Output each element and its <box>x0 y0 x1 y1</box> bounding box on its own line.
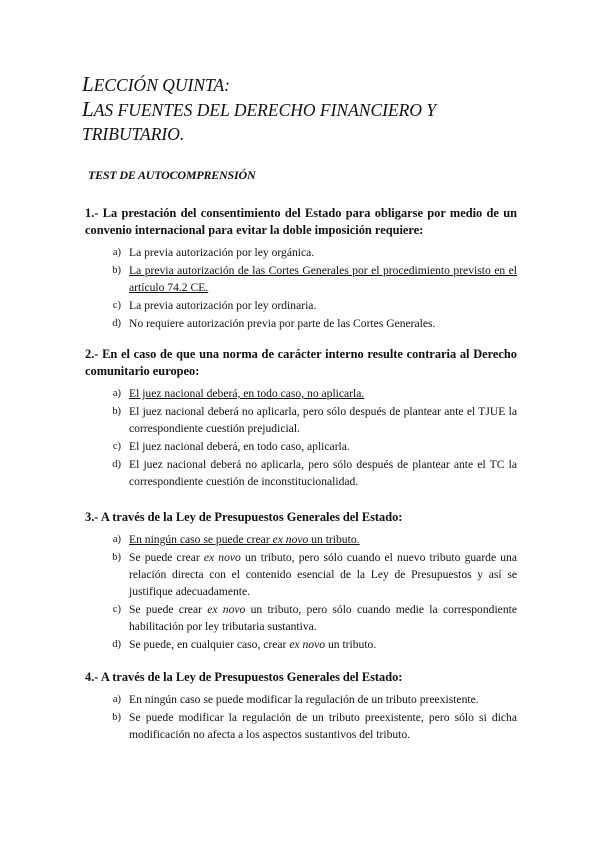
lesson-title <box>82 72 522 146</box>
answer-option[interactable] <box>85 244 517 261</box>
answer-option[interactable] <box>85 456 517 490</box>
answer-option[interactable] <box>85 403 517 437</box>
test-heading: TEST DE AUTOCOMPRENSIÓN <box>88 168 256 182</box>
option-text: Se puede, en cualquier caso, crear ex novo un tributo. <box>129 638 377 651</box>
answer-option[interactable] <box>85 601 517 635</box>
answer-option[interactable] <box>85 709 517 743</box>
option-text: Se puede crear ex novo un tributo, pero sólo cuando el nuevo tributo guarde una relación directa con el contenido esencial de la Ley de Presupuestos y así se justifique adecuadamente. <box>129 551 517 598</box>
title-initial: L <box>82 97 94 121</box>
option-letter: c) <box>112 441 121 452</box>
option-text: El juez nacional deberá no aplicarla, pero sólo después de plantear ante el TC la correspondiente cuestión de inconstitucionalidad. <box>129 458 517 488</box>
question-text: 1.- La prestación del consentimiento del Estado para obligarse por medio de un convenio internacional para evitar la doble imposición requiere: <box>85 206 517 237</box>
option-text: La previa autorización por ley ordinaria. <box>129 299 317 312</box>
option-text-correct: En ningún caso se puede crear ex novo un tributo. <box>129 533 360 546</box>
title-line-3: TRIBUTARIO. <box>82 124 185 144</box>
option-letter: a) <box>112 694 121 705</box>
question-text: 4.- A través de la Ley de Presupuestos Generales del Estado: <box>85 670 403 684</box>
option-letter: a) <box>112 534 121 545</box>
option-letter: a) <box>112 247 121 258</box>
question-4 <box>85 669 517 744</box>
option-text: No requiere autorización previa por parte de las Cortes Generales. <box>129 317 436 330</box>
option-letter: d) <box>112 318 121 329</box>
option-letter: b) <box>112 712 121 723</box>
option-text: El juez nacional deberá no aplicarla, pero sólo después de plantear ante el TJUE la correspondiente cuestión prejudicial. <box>129 405 517 435</box>
question-text: 2.- En el caso de que una norma de carácter interno resulte contraria al Derecho comunitario europeo: <box>85 347 517 378</box>
option-text: En ningún caso se puede modificar la regulación de un tributo preexistente. <box>129 693 479 706</box>
option-text: Se puede modificar la regulación de un tributo preexistente, pero sólo si dicha modificación no afecta a los aspectos sustantivos del tributo. <box>129 711 517 741</box>
answer-option[interactable] <box>85 315 517 332</box>
option-text: La previa autorización por ley orgánica. <box>129 246 315 259</box>
answer-list <box>85 385 517 490</box>
question-3 <box>85 509 517 654</box>
title-line-2: AS FUENTES DEL DERECHO FINANCIERO Y <box>93 100 437 120</box>
option-letter: c) <box>112 300 121 311</box>
answer-option[interactable] <box>85 691 517 708</box>
title-initial: L <box>82 72 94 96</box>
option-letter: b) <box>112 265 121 276</box>
answer-list <box>85 691 517 743</box>
option-letter: d) <box>112 639 121 650</box>
question-text: 3.- A través de la Ley de Presupuestos Generales del Estado: <box>85 510 403 524</box>
option-letter: b) <box>112 406 121 417</box>
question-1 <box>85 205 517 333</box>
answer-option[interactable] <box>85 385 517 402</box>
option-text: El juez nacional deberá, en todo caso, aplicarla. <box>129 440 350 453</box>
option-text-correct: El juez nacional deberá, en todo caso, no aplicarla. <box>129 387 365 400</box>
answer-option[interactable] <box>85 549 517 600</box>
question-2 <box>85 346 517 491</box>
answer-list <box>85 244 517 332</box>
answer-list <box>85 531 517 653</box>
answer-option[interactable] <box>85 262 517 296</box>
option-text-correct: La previa autorización de las Cortes Generales por el procedimiento previsto en el artículo 74.2 CE. <box>129 264 517 294</box>
option-letter: a) <box>112 388 121 399</box>
answer-option[interactable] <box>85 438 517 455</box>
option-text: Se puede crear ex novo un tributo, pero sólo cuando medie la correspondiente habilitación por ley tributaria sustantiva. <box>129 603 517 633</box>
answer-option[interactable] <box>85 297 517 314</box>
option-letter: b) <box>112 552 121 563</box>
option-letter: c) <box>112 604 121 615</box>
option-letter: d) <box>112 459 121 470</box>
title-line-1: ECCIÓN QUINTA: <box>93 75 230 95</box>
answer-option[interactable] <box>85 636 517 653</box>
answer-option[interactable] <box>85 531 517 548</box>
